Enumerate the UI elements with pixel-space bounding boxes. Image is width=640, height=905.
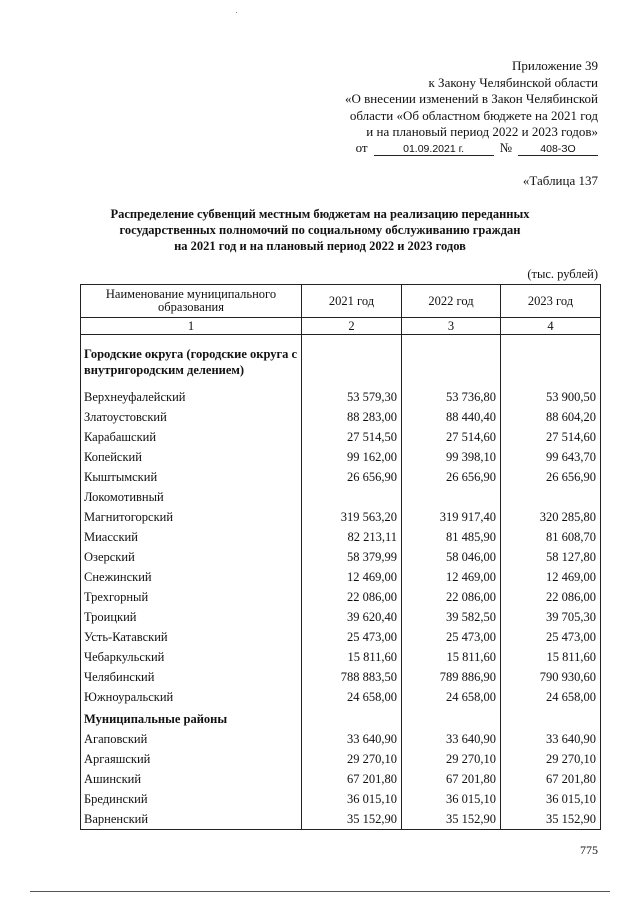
bottom-rule (30, 891, 610, 892)
value-2022 (402, 707, 501, 729)
value-2023: 33 640,90 (501, 729, 601, 749)
municipality-name: Кыштымский (81, 467, 302, 487)
title-line: Распределение субвенций местным бюджетам на реализацию переданных (110, 207, 530, 221)
municipality-name: Миасский (81, 527, 302, 547)
column-number: 3 (402, 318, 501, 335)
value-2023: 320 285,80 (501, 507, 601, 527)
value-2021: 35 152,90 (302, 809, 402, 830)
value-2023: 24 658,00 (501, 687, 601, 707)
value-2023: 39 705,30 (501, 607, 601, 627)
appendix-line: и на плановый период 2022 и 2023 годов» (366, 124, 598, 139)
municipality-name: Локомотивный (81, 487, 302, 507)
appendix-date-line (356, 140, 598, 156)
table-row (81, 809, 601, 830)
number-label: № (499, 140, 512, 155)
table-section-row (81, 335, 601, 388)
value-2022: 25 473,00 (402, 627, 501, 647)
value-2023: 36 015,10 (501, 789, 601, 809)
value-2022: 33 640,90 (402, 729, 501, 749)
value-2022: 35 152,90 (402, 809, 501, 830)
value-2021: 39 620,40 (302, 607, 402, 627)
table-row (81, 447, 601, 467)
value-2023: 58 127,80 (501, 547, 601, 567)
value-2021: 22 086,00 (302, 587, 402, 607)
municipality-name: Усть-Катавский (81, 627, 302, 647)
title-line: государственных полномочий по социальному обслуживанию граждан (119, 223, 521, 237)
municipality-name: Брединский (81, 789, 302, 809)
municipality-name: Агаповский (81, 729, 302, 749)
municipality-name: Троицкий (81, 607, 302, 627)
appendix-line: к Закону Челябинской области (428, 74, 598, 90)
table-header-row (81, 285, 601, 318)
value-2023: 88 604,20 (501, 407, 601, 427)
scan-speck (236, 12, 237, 13)
value-2023: 67 201,80 (501, 769, 601, 789)
table-row (81, 729, 601, 749)
table-row (81, 769, 601, 789)
value-2021: 15 811,60 (302, 647, 402, 667)
table-row (81, 647, 601, 667)
municipality-name: Челябинский (81, 667, 302, 687)
value-2022: 789 886,90 (402, 667, 501, 687)
value-2021: 88 283,00 (302, 407, 402, 427)
table-row (81, 567, 601, 587)
column-header-2021: 2021 год (302, 285, 402, 318)
municipality-name: Верхнеуфалейский (81, 387, 302, 407)
value-2021: 58 379,99 (302, 547, 402, 567)
table-row (81, 547, 601, 567)
table-row (81, 607, 601, 627)
value-2023: 81 608,70 (501, 527, 601, 547)
municipality-name: Трехгорный (81, 587, 302, 607)
value-2022: 27 514,60 (402, 427, 501, 447)
section-heading: Городские округа (городские округа с внутригородским делением) (81, 335, 302, 388)
table-row (81, 627, 601, 647)
table-row (81, 667, 601, 687)
value-2022: 39 582,50 (402, 607, 501, 627)
value-2023: 22 086,00 (501, 587, 601, 607)
value-2022 (402, 487, 501, 507)
law-number: 408-ЗО (518, 143, 598, 156)
municipality-name: Магнитогорский (81, 507, 302, 527)
value-2023 (501, 707, 601, 729)
value-2021 (302, 335, 402, 388)
column-header-2022: 2022 год (402, 285, 501, 318)
value-2021: 788 883,50 (302, 667, 402, 687)
value-2021: 33 640,90 (302, 729, 402, 749)
value-2023: 99 643,70 (501, 447, 601, 467)
from-label: от (355, 140, 368, 155)
appendix-line: «О внесении изменений в Закон Челябинской (344, 91, 598, 106)
value-2021 (302, 707, 402, 729)
value-2021: 27 514,50 (302, 427, 402, 447)
value-2021: 53 579,30 (302, 387, 402, 407)
value-2023: 29 270,10 (501, 749, 601, 769)
value-2023: 25 473,00 (501, 627, 601, 647)
table-body (81, 335, 601, 830)
municipality-name: Златоустовский (81, 407, 302, 427)
value-2022: 26 656,90 (402, 467, 501, 487)
section-heading: Муниципальные районы (81, 707, 302, 729)
appendix-header (345, 58, 598, 141)
value-2022: 15 811,60 (402, 647, 501, 667)
municipality-name: Копейский (81, 447, 302, 467)
municipality-name: Озерский (81, 547, 302, 567)
value-2023: 53 900,50 (501, 387, 601, 407)
table-row (81, 407, 601, 427)
table-label: «Таблица 137 (522, 173, 598, 188)
value-2022: 99 398,10 (402, 447, 501, 467)
value-2023: 27 514,60 (501, 427, 601, 447)
value-2022: 53 736,80 (402, 387, 501, 407)
table-row (81, 507, 601, 527)
value-2021: 36 015,10 (302, 789, 402, 809)
municipality-name: Снежинский (81, 567, 302, 587)
value-2021: 24 658,00 (302, 687, 402, 707)
units-label: (тыс. рублей) (527, 267, 598, 281)
value-2021: 29 270,10 (302, 749, 402, 769)
table-section-row (81, 707, 601, 729)
table-row (81, 789, 601, 809)
value-2022: 319 917,40 (402, 507, 501, 527)
municipality-name: Карабашский (81, 427, 302, 447)
municipality-name: Ашинский (81, 769, 302, 789)
municipality-name: Чебаркульский (81, 647, 302, 667)
law-date: 01.09.2021 г. (374, 143, 494, 156)
value-2021: 99 162,00 (302, 447, 402, 467)
column-number: 4 (501, 318, 601, 335)
column-number: 1 (81, 318, 302, 335)
municipality-name: Аргаяшский (81, 749, 302, 769)
column-header-2023: 2023 год (501, 285, 601, 318)
document-title (60, 206, 580, 254)
value-2022: 22 086,00 (402, 587, 501, 607)
value-2022: 81 485,90 (402, 527, 501, 547)
value-2022 (402, 335, 501, 388)
value-2021 (302, 487, 402, 507)
value-2023: 26 656,90 (501, 467, 601, 487)
value-2021: 319 563,20 (302, 507, 402, 527)
value-2022: 36 015,10 (402, 789, 501, 809)
title-line: на 2021 год и на плановый период 2022 и 2023 годов (174, 239, 466, 253)
value-2022: 24 658,00 (402, 687, 501, 707)
column-number-row (81, 318, 601, 335)
value-2023 (501, 487, 601, 507)
municipality-name: Южноуральский (81, 687, 302, 707)
page-number: 775 (580, 843, 598, 857)
table-row (81, 487, 601, 507)
column-header-name: Наименование муниципального образования (81, 285, 302, 318)
value-2021: 67 201,80 (302, 769, 402, 789)
value-2023: 15 811,60 (501, 647, 601, 667)
table-row (81, 467, 601, 487)
value-2021: 26 656,90 (302, 467, 402, 487)
value-2023: 12 469,00 (501, 567, 601, 587)
value-2022: 29 270,10 (402, 749, 501, 769)
table-row (81, 427, 601, 447)
value-2021: 25 473,00 (302, 627, 402, 647)
value-2022: 58 046,00 (402, 547, 501, 567)
value-2023 (501, 335, 601, 388)
value-2021: 12 469,00 (302, 567, 402, 587)
appendix-line: Приложение 39 (511, 58, 598, 73)
column-number: 2 (302, 318, 402, 335)
value-2022: 88 440,40 (402, 407, 501, 427)
value-2022: 12 469,00 (402, 567, 501, 587)
municipality-name: Варненский (81, 809, 302, 830)
value-2023: 790 930,60 (501, 667, 601, 687)
table-row (81, 587, 601, 607)
value-2021: 82 213,11 (302, 527, 402, 547)
table-row (81, 527, 601, 547)
table-row (81, 387, 601, 407)
table-row (81, 749, 601, 769)
value-2022: 67 201,80 (402, 769, 501, 789)
table-row (81, 687, 601, 707)
subvention-table (80, 284, 601, 830)
value-2023: 35 152,90 (501, 809, 601, 830)
appendix-line: области «Об областном бюджете на 2021 год (349, 107, 598, 123)
